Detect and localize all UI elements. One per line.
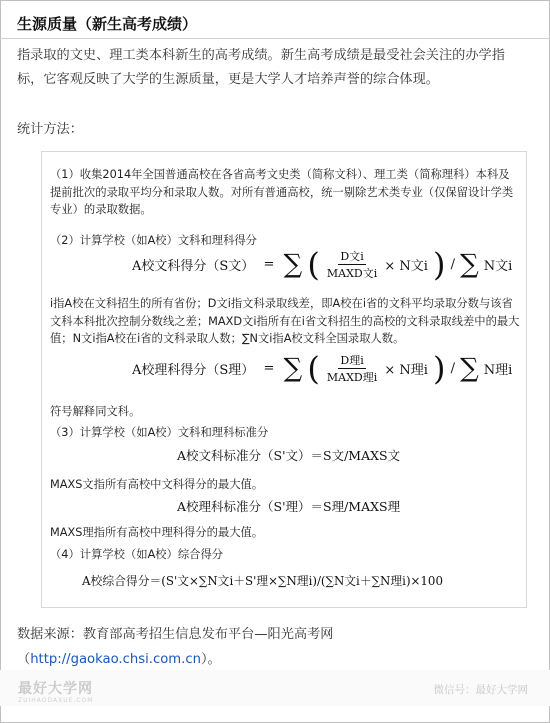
sum-symbol: ∑ xyxy=(283,249,303,280)
fraction-denominator: MAXD理i xyxy=(326,371,378,384)
formula-science-standard: A校理科标准分（S'理）＝S理/MAXS理 xyxy=(177,499,401,514)
source-label: 数据来源：教育部高考招生信息发布平台—阳光高考网 xyxy=(17,627,334,642)
step-2: （2）计算学校（如A校）文科和理科得分 xyxy=(50,234,257,247)
paren-close: ）。 xyxy=(200,652,221,667)
site-logo: 最好大学网 xyxy=(18,681,93,697)
data-source xyxy=(17,622,532,672)
fraction xyxy=(325,352,379,385)
explain-science: 符号解释同文科。 xyxy=(50,405,141,418)
fraction-numerator: D文i xyxy=(340,250,364,263)
explain-science-max: MAXS理指所有高校中理科得分的最大值。 xyxy=(50,526,264,539)
method-box xyxy=(41,151,527,608)
intro-paragraph: 指录取的文史、理工类本科新生的高考成绩。新生高考成绩是最受社会关注的办学指标，它客观反映了大学的生源质量，更是大学人才培养声誉的综合体现。 xyxy=(17,48,505,87)
title-divider xyxy=(0,38,550,39)
formula-arts-lhs: A校文科得分（S文） xyxy=(132,259,255,274)
count-term: N文i xyxy=(399,259,428,274)
step-3: （3）计算学校（如A校）文科和理科标准分 xyxy=(50,426,269,439)
count-term-total: N文i xyxy=(483,259,513,274)
site-logo-sub: ZUIHAODAXUE.COM xyxy=(18,697,94,704)
fraction-numerator: D理i xyxy=(340,354,364,367)
formula-science-score: A校理科得分（S理） = ∑ ( $\frac{\text{D理i}}{\text{MAXD理i}}$ × N理i ) / ∑ N理i xyxy=(132,349,513,388)
paren-open: （ xyxy=(17,652,31,667)
method-label: 统计方法： xyxy=(17,122,83,137)
source-link[interactable]: http://gaokao.chsi.com.cn xyxy=(30,652,201,667)
wechat-id: 微信号：最好大学网 xyxy=(433,684,528,696)
explain-arts: i指A校在文科招生的所有省份；D文i指文科录取线差，即A校在i省的文科平均录取分数与该省文科本科批次控制分数线之差；MAXD文i指所有在i省文科招生的高校的文科录取线差中的最大值；N文i指A校在i省的文科录取人数；∑N文i指A校文科全国录取人数。 xyxy=(50,297,520,345)
count-term-total: N理i xyxy=(483,363,513,378)
fraction xyxy=(325,248,379,281)
count-term: N理i xyxy=(399,363,428,378)
formula-arts-standard: A校文科标准分（S'文）＝S文/MAXS文 xyxy=(177,448,401,463)
formula-arts-score: A校文科得分（S文） = ∑ ( $\frac{\text{D文i}}{\text{MAXD文i}}$ × N文i ) / ∑ N文i xyxy=(132,245,513,284)
explain-arts-max: MAXS文指所有高校中文科得分的最大值。 xyxy=(50,478,264,491)
footer-bar xyxy=(0,670,550,706)
formula-science-lhs: A校理科得分（S理） xyxy=(132,363,255,378)
fraction-denominator: MAXD文i xyxy=(326,267,378,280)
step-4: （4）计算学校（如A校）综合得分 xyxy=(50,548,224,561)
step-1: （1）收集2014年全国普通高校在各省高考文史类（简称文科）、理工类（简称理科）本科及提前批次的录取平均分和录取人数。对所有普通高校，统一剔除艺术类专业（仅保留设计学类专业）的录取数据。 xyxy=(50,168,514,216)
formula-composite: A校综合得分＝(S'文×∑N文i＋S'理×∑N理i)/(∑N文i＋∑N理i)×100 xyxy=(82,574,443,588)
section-title: 生源质量（新生高考成绩） xyxy=(17,15,198,33)
